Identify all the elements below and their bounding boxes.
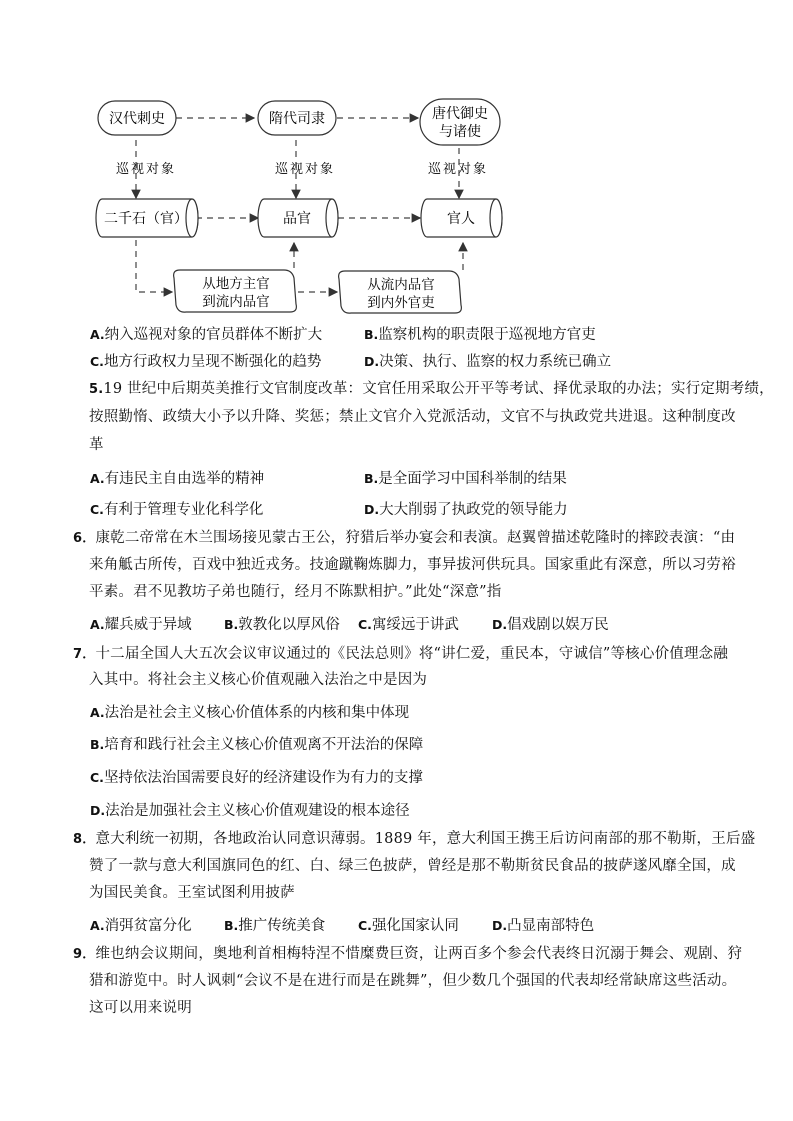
q6-option-d[interactable] [492, 615, 609, 635]
option-key: D. [364, 502, 380, 517]
question-number: 8． [73, 832, 96, 847]
q6-stem-line-3: 平素。君不见教坊子弟也随行，经月不陈默相护。”此处“深意”指 [89, 584, 502, 600]
q5-stem-line-3: 革 [89, 437, 104, 453]
q5-option-b[interactable] [364, 469, 567, 489]
option-key: A. [90, 617, 105, 632]
stem-text: 康乾二帝常在木兰围场接见蒙古王公，狩猎后举办宴会和表演。赵翼曾描述乾隆时的摔跤表演：“由 [95, 530, 736, 546]
option-text: 是全面学习中国科举制的结果 [378, 471, 567, 487]
stem-text: 维也纳会议期间，奥地利首相梅特涅不惜糜费巨资，让两百多个参会代表终日沉溺于舞会、观剧、狩 [95, 946, 743, 962]
option-key: B. [364, 327, 379, 342]
option-text: 纳入巡视对象的官员群体不断扩大 [104, 327, 323, 343]
label-pinguan: 品官 [283, 211, 311, 227]
option-text: 法治是社会主义核心价值体系的内核和集中体现 [104, 705, 410, 721]
q4-option-c[interactable] [90, 352, 321, 372]
option-text: 培育和践行社会主义核心价值观离不开法治的保障 [104, 737, 424, 753]
q8-option-c[interactable] [358, 916, 459, 936]
option-text: 法治是加强社会主义核心价值观建设的根本途径 [105, 803, 410, 819]
option-key: D. [492, 918, 508, 933]
q5-stem-line-1 [89, 379, 774, 400]
option-text: 有利于管理专业化科学化 [103, 502, 264, 518]
option-key: D. [90, 803, 106, 818]
q7-option-d[interactable] [90, 801, 410, 821]
q8-option-d[interactable] [492, 916, 594, 936]
option-text: 消弭贫富分化 [104, 918, 192, 934]
q7-option-a[interactable] [90, 703, 409, 723]
cyl-guanren-end [490, 199, 502, 237]
q5-option-a[interactable] [90, 469, 264, 489]
q8-stem-line-3: 为国民美食。王室试图利用披萨 [89, 885, 295, 901]
q9-stem-line-3: 这可以用来说明 [89, 1000, 192, 1016]
question-number: 7． [73, 647, 96, 662]
cyl-pinguan-end [326, 199, 338, 237]
option-key: C. [358, 617, 372, 632]
q5-option-c[interactable] [90, 500, 263, 520]
q6-option-b[interactable] [224, 615, 340, 635]
q6-stem-line-2: 来角觝古所传，百戏中独近戎务。技逾蹴鞠炼脚力，事异拔河供玩具。国家重此有深意，所以习劳裕 [89, 557, 736, 573]
option-text: 有违民主自由选举的精神 [104, 471, 265, 487]
option-key: C. [358, 918, 372, 933]
option-text: 坚持依法治国需要良好的经济建设作为有力的支撑 [103, 770, 423, 786]
label-inspect-3: 巡视对象 [427, 162, 489, 177]
option-text: 敦教化以厚风俗 [238, 617, 340, 633]
option-text: 推广传统美食 [238, 918, 326, 934]
option-text: 凸显南部特色 [507, 918, 595, 934]
q7-option-c[interactable] [90, 768, 423, 788]
stem-text: 意大利统一初期，各地政治认同意识薄弱。1889 年，意大利国王携王后访问南部的那不勒斯，王后盛 [95, 831, 756, 847]
label-sui-sili: 隋代司隶 [269, 111, 325, 127]
option-text: 地方行政权力呈现不断强化的趋势 [103, 354, 322, 370]
option-key: A. [90, 918, 105, 933]
option-key: C. [90, 354, 104, 369]
label-tang-yushi-2: 与诸使 [439, 124, 481, 140]
q4-option-b[interactable] [364, 325, 596, 345]
q7-stem-line-2: 入其中。将社会主义核心价值观融入法治之中是因为 [89, 672, 428, 688]
option-key: B. [224, 918, 239, 933]
option-key: D. [492, 617, 508, 632]
q5-option-d[interactable] [364, 500, 568, 520]
stem-text: 19 世纪中后期英美推行文官制度改革：文官任用采取公开平等考试、择优录取的办法；实行定期考绩， [103, 381, 774, 397]
q8-stem-line-1 [73, 829, 755, 850]
option-text: 强化国家认同 [371, 918, 459, 934]
q5-stem-line-2: 按照勤惰、政绩大小予以升降、奖惩；禁止文官介入党派活动，文官不与执政党共进退。这种制度改 [89, 409, 736, 425]
label-han-cishi: 汉代刺史 [109, 111, 165, 127]
arrow-erqian-to-scroll1 [136, 240, 172, 292]
option-text: 大大削弱了执政党的领导能力 [379, 502, 568, 518]
option-text: 寓绥远于讲武 [371, 617, 459, 633]
stem-text: 十二届全国人大五次会议审议通过的《民法总则》将“讲仁爱，重民本，守诚信”等核心价值理念融 [95, 646, 729, 662]
label-scroll2-line1: 从流内品官 [367, 277, 435, 293]
option-key: B. [90, 737, 105, 752]
question-number: 5. [89, 382, 104, 397]
option-key: C. [90, 770, 104, 785]
label-scroll2-line2: 到内外官吏 [367, 295, 435, 311]
label-erqianshi: 二千石（官） [104, 211, 188, 227]
option-text: 倡戏剧以娱万民 [507, 617, 609, 633]
option-text: 决策、执行、监察的权力系统已确立 [379, 354, 612, 370]
q9-stem-line-2: 猎和游览中。时人讽刺“会议不是在进行而是在跳舞”，但少数几个强国的代表却经常缺席这些活动。 [89, 973, 737, 989]
question-number: 9． [73, 947, 96, 962]
label-inspect-2: 巡视对象 [274, 162, 336, 177]
label-scroll1-line2: 到流内品官 [202, 294, 270, 310]
q8-stem-line-2: 赞了一款与意大利国旗同色的红、白、绿三色披萨，曾经是那不勒斯贫民食品的披萨遂风靡全国，成 [89, 858, 736, 874]
option-key: D. [364, 354, 380, 369]
label-scroll1-line1: 从地方主官 [202, 276, 270, 292]
q6-option-c[interactable] [358, 615, 459, 635]
q6-option-a[interactable] [90, 615, 192, 635]
question-number: 6． [73, 531, 96, 546]
q4-option-a[interactable] [90, 325, 322, 345]
option-text: 监察机构的职责限于巡视地方官吏 [378, 327, 596, 343]
option-key: A. [90, 705, 105, 720]
q7-stem-line-1 [73, 644, 728, 665]
label-guanren: 官人 [447, 211, 475, 227]
q8-option-a[interactable] [90, 916, 192, 936]
option-key: B. [224, 617, 239, 632]
option-key: A. [90, 327, 105, 342]
option-key: B. [364, 471, 379, 486]
option-key: C. [90, 502, 104, 517]
q8-option-b[interactable] [224, 916, 325, 936]
q6-stem-line-1 [73, 528, 735, 549]
label-inspect-1: 巡视对象 [115, 162, 177, 177]
option-text: 耀兵威于异域 [104, 617, 192, 633]
supervision-flow-diagram [0, 0, 793, 320]
q4-option-d[interactable] [364, 352, 611, 372]
q7-option-b[interactable] [90, 735, 423, 755]
q9-stem-line-1 [73, 944, 742, 965]
option-key: A. [90, 471, 105, 486]
label-tang-yushi-1: 唐代御史 [432, 106, 488, 122]
